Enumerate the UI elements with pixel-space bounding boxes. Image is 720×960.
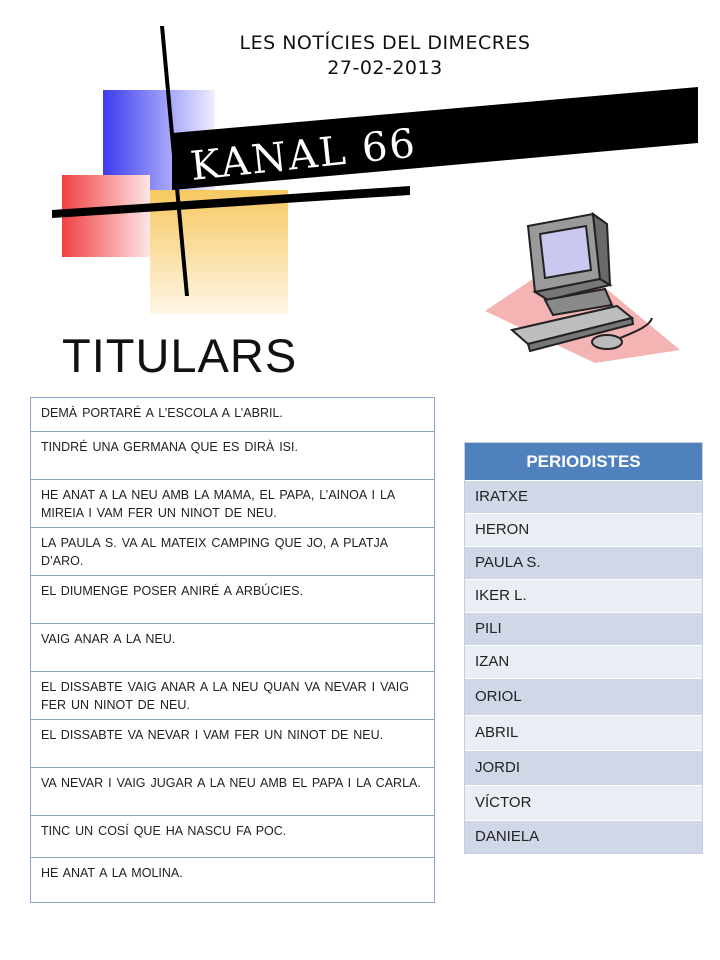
computer-clipart-icon [485, 214, 680, 363]
headline-row: EL DIUMENGE POSER ANIRÉ A ARBÚCIES. [31, 576, 434, 624]
reporter-row: ORIOL [465, 678, 702, 715]
black-banner [172, 87, 698, 190]
reporter-row: HERON [465, 513, 702, 546]
reporter-row: JORDI [465, 750, 702, 785]
headline-row: LA PAULA S. VA AL MATEIX CAMPING QUE JO, A PLATJA D’ARO. [31, 528, 434, 576]
section-title: TITULARS [62, 329, 298, 382]
reporter-row: VÍCTOR [465, 785, 702, 820]
headline-row: TINDRÉ UNA GERMANA QUE ES DIRÀ ISI. [31, 432, 434, 480]
newsletter-header [0, 31, 720, 81]
newsletter-date: 27-02-2013 [327, 57, 443, 79]
headline-row: EL DISSABTE VAIG ANAR A LA NEU QUAN VA NEVAR I VAIG FER UN NINOT DE NEU. [31, 672, 434, 720]
reporter-row: IZAN [465, 645, 702, 678]
headline-row: VAIG ANAR A LA NEU. [31, 624, 434, 672]
headline-row: TINC UN COSÍ QUE HA NASCU FA POC. [31, 816, 434, 858]
reporter-row: IKER L. [465, 579, 702, 612]
reporters-table [464, 442, 703, 854]
headline-row: HE ANAT A LA NEU AMB LA MAMA, EL PAPA, L’AINOA I LA MIREIA I VAM FER UN NINOT DE NEU. [31, 480, 434, 528]
reporter-list [465, 480, 702, 853]
reporter-row: ABRIL [465, 715, 702, 750]
headlines-table [30, 397, 435, 903]
headline-row: VA NEVAR I VAIG JUGAR A LA NEU AMB EL PAPA I LA CARLA. [31, 768, 434, 816]
reporters-header: PERIODISTES [465, 443, 702, 480]
headline-row: EL DISSABTE VA NEVAR I VAM FER UN NINOT DE NEU. [31, 720, 434, 768]
newsletter-title: LES NOTÍCIES DEL DIMECRES [239, 32, 531, 54]
logo-text: KANAL 66 [188, 120, 420, 190]
reporter-row: DANIELA [465, 820, 702, 853]
reporter-row: PAULA S. [465, 546, 702, 579]
reporter-row: PILI [465, 612, 702, 645]
headline-row: DEMÀ PORTARÉ A L’ESCOLA A L’ABRIL. [31, 398, 434, 432]
headline-row: HE ANAT A LA MOLINA. [41, 866, 183, 880]
reporter-row: IRATXE [465, 480, 702, 513]
